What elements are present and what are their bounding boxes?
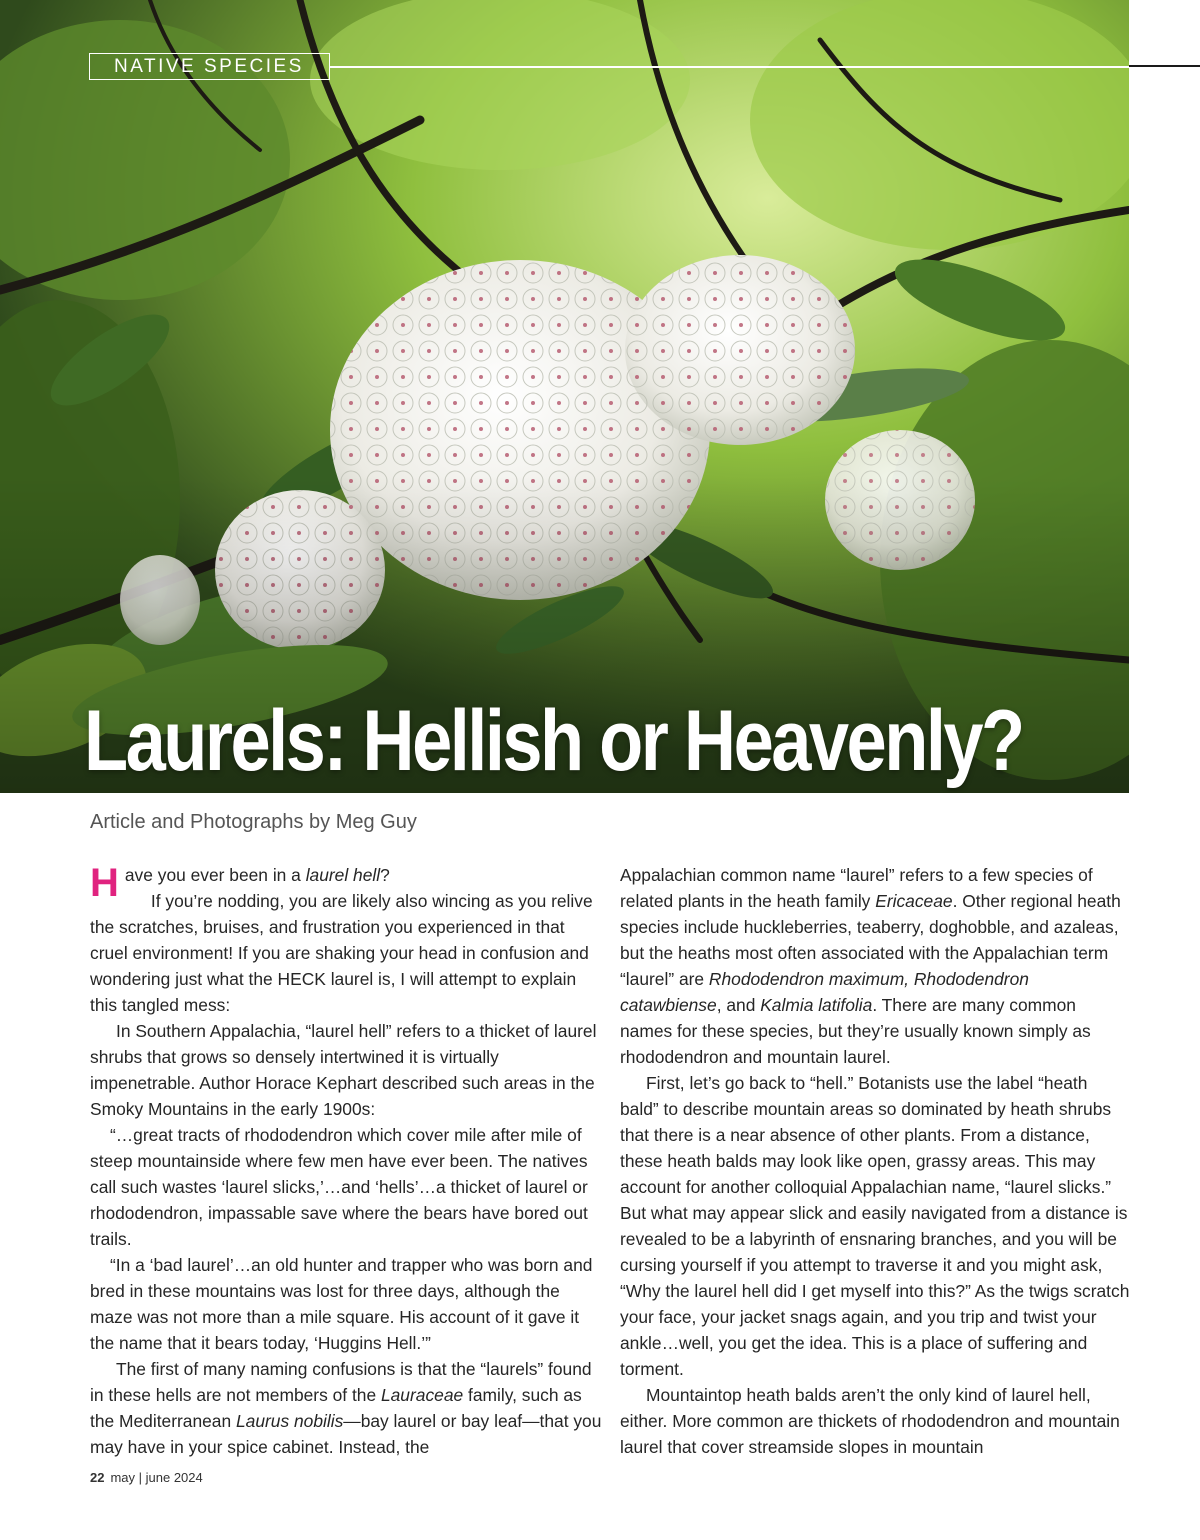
paragraph — [90, 1356, 606, 1460]
section-tag: NATIVE SPECIES — [89, 53, 330, 80]
italic-term: laurel hell — [305, 865, 381, 885]
text-run: ? — [380, 865, 390, 885]
italic-term: Kalmia latifolia — [760, 995, 873, 1015]
page-number: 22 — [90, 1470, 105, 1485]
italic-term: Rhododendron maximum, Rhododendron catawbiense — [620, 969, 1029, 1015]
quote-paragraph: “…great tracts of rhododendron which cover mile after mile of steep mountainside where few men have ever been. The natives call such wastes ‘laurel slicks,’…and ‘hells’…a thicket of laurel or rhododendron, impassable save where the bears have bored out trails. — [90, 1125, 588, 1249]
byline: Article and Photographs by Meg Guy — [90, 811, 417, 833]
mountain-laurel-blossoms-photo — [0, 0, 1129, 793]
article-column-right — [620, 862, 1130, 1460]
text-run: The first of many naming confusions is that the “laurels” found in these hells are not members of the — [90, 1359, 592, 1405]
text-run: Appalachian common name “laurel” refers to a few species of related plants in the heath family — [620, 865, 1093, 911]
paragraph: Mountaintop heath balds aren’t the only kind of laurel hell, either. More common are thickets of rhododendron and mountain laurel that cover streamside slopes in mountain — [620, 1385, 1120, 1457]
headline: Laurels: Hellish or Heavenly? — [84, 693, 1023, 789]
text-run: family, such as the Mediterranean — [90, 1385, 582, 1431]
text-run: , and — [716, 995, 761, 1015]
paragraph — [620, 862, 1130, 1070]
italic-term: Lauraceae — [380, 1385, 464, 1405]
text-run: . There are many common names for these species, but they’re usually known simply as rhododendron and mountain laurel. — [620, 995, 1091, 1067]
article-column-left — [90, 862, 606, 1460]
section-tag-rule — [330, 66, 1129, 68]
page-folio — [90, 1470, 203, 1485]
text-run: . Other regional heath species include huckleberries, teaberry, doghobble, and azaleas, but the heaths most often associated with the Appalachian term “laurel” are — [620, 891, 1121, 989]
issue-date: may | june 2024 — [110, 1470, 203, 1485]
italic-term: Ericaceae — [875, 891, 953, 911]
drop-cap: H — [90, 861, 119, 905]
edge-rule — [1129, 65, 1200, 67]
italic-term: Laurus nobilis — [235, 1411, 344, 1431]
paragraph: First, let’s go back to “hell.” Botanists use the label “heath bald” to describe mountain areas so dominated by heath shrubs that there is a near absence of other plants. From a distance, these heath balds may look like open, grassy areas. This may account for another colloquial Appalachian name, “laurel slicks.” But what may appear slick and easily navigated from a distance is revealed to be a labyrinth of ensnaring branches, and you will be cursing yourself if you attempt to traverse it and you might ask, “Why the laurel hell did I get myself into this?” As the twigs scratch your face, your jacket snags again, and you trip and twist your ankle…well, you get the idea. This is a place of suffering and torment. — [620, 1073, 1130, 1379]
quote-paragraph: “In a ‘bad laurel’…an old hunter and trapper who was born and bred in these mountains was lost for three days, although the maze was not more than a mile square. His account of it gave it the name that it bears today, ‘Huggins Hell.’” — [90, 1255, 593, 1353]
paragraph: If you’re nodding, you are likely also wincing as you relive the scratches, bruises, and frustration you experienced in that cruel environment! If you are shaking your head in confusion and wondering just what the HECK laurel is, I will attempt to explain this tangled mess: — [90, 891, 593, 1015]
hero-photo — [0, 0, 1129, 793]
text-run: —bay laurel or bay leaf—that you may have in your spice cabinet. Instead, the — [90, 1411, 602, 1457]
text-run: ave you ever been in a — [124, 865, 306, 885]
paragraph: In Southern Appalachia, “laurel hell” refers to a thicket of laurel shrubs that grows so densely intertwined it is virtually impenetrable. Author Horace Kephart described such areas in the Smoky Mountains in the early 1900s: — [90, 1021, 597, 1119]
opening-paragraph — [90, 861, 606, 905]
